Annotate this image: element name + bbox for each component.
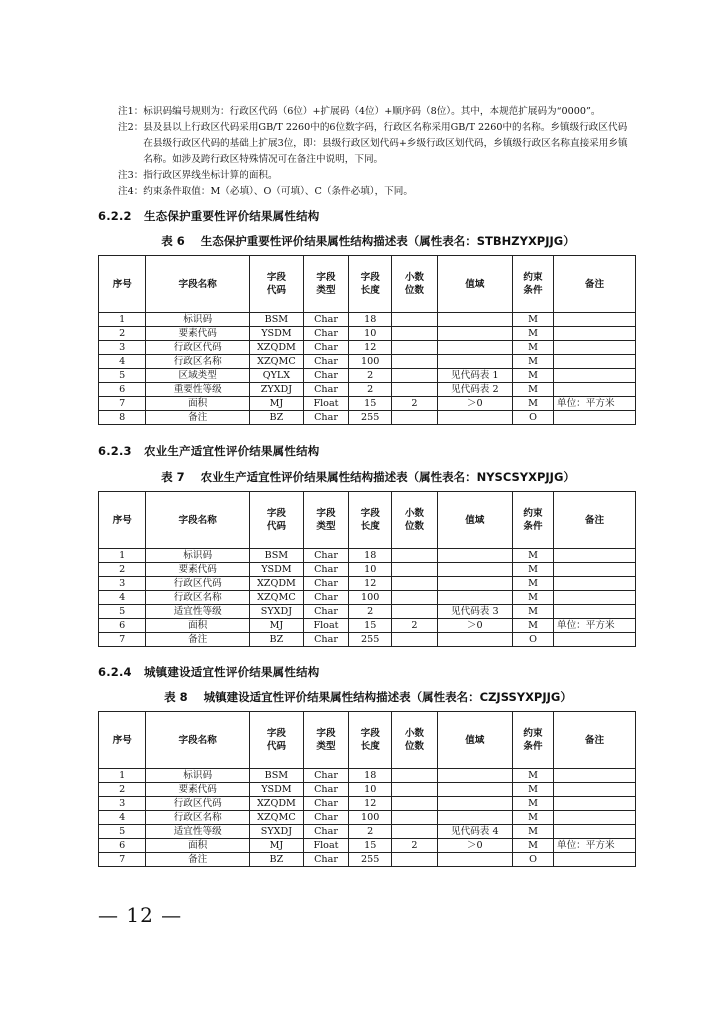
- table-cell: M: [513, 577, 554, 591]
- table-cell: [437, 811, 512, 825]
- attribute-table: [98, 491, 636, 647]
- table-row: [99, 369, 636, 383]
- table-cell: 见代码表 4: [437, 825, 512, 839]
- table-cell: 7: [99, 633, 146, 647]
- table-cell: M: [513, 769, 554, 783]
- table-cell: 1: [99, 769, 146, 783]
- table-cell: [392, 577, 437, 591]
- table-cell: [553, 313, 635, 327]
- table-cell: SYXDJ: [249, 825, 303, 839]
- table-cell: 单位：平方米: [553, 619, 635, 633]
- column-header: 小数 位数: [392, 492, 437, 549]
- table-title: 城镇建设适宜性评价结果属性结构描述表（属性表名：CZJSSYXPJJG）: [203, 690, 572, 704]
- table-row: [99, 769, 636, 783]
- table-cell: [553, 825, 635, 839]
- column-header: 序号: [99, 492, 146, 549]
- table-row: [99, 605, 636, 619]
- table-cell: 10: [349, 783, 392, 797]
- table-cell: Float: [303, 619, 348, 633]
- table-caption: [98, 689, 638, 705]
- table-cell: [392, 797, 437, 811]
- table-cell: [553, 797, 635, 811]
- table-cell: XZQMC: [249, 591, 303, 605]
- column-header: 备注: [553, 712, 635, 769]
- table-cell: 18: [349, 549, 392, 563]
- table-cell: [392, 783, 437, 797]
- table-row: [99, 619, 636, 633]
- table-cell: 10: [349, 563, 392, 577]
- note-tag: 注3：: [118, 170, 144, 181]
- table-cell: M: [513, 811, 554, 825]
- table-cell: [553, 591, 635, 605]
- table-cell: M: [513, 327, 554, 341]
- column-header: 小数 位数: [392, 712, 437, 769]
- table-cell: 5: [99, 605, 146, 619]
- table-row: [99, 591, 636, 605]
- table-cell: [437, 341, 512, 355]
- table-cell: ＞0: [437, 619, 512, 633]
- table-cell: M: [513, 591, 554, 605]
- table-cell: [437, 549, 512, 563]
- table-cell: 2: [99, 327, 146, 341]
- table-cell: 15: [349, 619, 392, 633]
- column-header: 约束 条件: [513, 712, 554, 769]
- table-cell: Char: [303, 769, 348, 783]
- column-header: 字段 代码: [249, 712, 303, 769]
- table-cell: 面积: [146, 839, 250, 853]
- table-cell: ＞0: [437, 397, 512, 411]
- table-cell: 12: [349, 577, 392, 591]
- table-cell: BZ: [249, 411, 303, 425]
- table-cell: [392, 313, 437, 327]
- table-cell: 15: [349, 397, 392, 411]
- table-cell: [392, 369, 437, 383]
- table-cell: 6: [99, 839, 146, 853]
- table-cell: 3: [99, 341, 146, 355]
- table-cell: 行政区名称: [146, 355, 250, 369]
- section-title: 城镇建设适宜性评价结果属性结构: [143, 665, 320, 679]
- table-cell: [437, 577, 512, 591]
- table-cell: 1: [99, 313, 146, 327]
- table-caption: [98, 469, 638, 485]
- table-cell: 要素代码: [146, 783, 250, 797]
- table-cell: [437, 797, 512, 811]
- table-cell: M: [513, 355, 554, 369]
- table-cell: 行政区代码: [146, 341, 250, 355]
- table-cell: XZQDM: [249, 341, 303, 355]
- column-header: 序号: [99, 712, 146, 769]
- note-text: 标识码编号规则为：行政区代码（6位）+扩展码（4位）+顺序码（8位）。其中，本规范扩展码为“0000”。: [143, 106, 601, 117]
- table-row: [99, 811, 636, 825]
- table-cell: 4: [99, 811, 146, 825]
- table-caption: [98, 233, 638, 249]
- table-title: 农业生产适宜性评价结果属性结构描述表（属性表名：NYSCSYXPJJG）: [200, 470, 575, 484]
- table-cell: Char: [303, 341, 348, 355]
- table-row: [99, 355, 636, 369]
- table-cell: 标识码: [146, 313, 250, 327]
- table-cell: Char: [303, 313, 348, 327]
- table-cell: 2: [349, 605, 392, 619]
- table-cell: YSDM: [249, 563, 303, 577]
- table-cell: [392, 769, 437, 783]
- note-1: [118, 104, 633, 120]
- table-cell: 行政区代码: [146, 577, 250, 591]
- table-cell: [437, 327, 512, 341]
- column-header: 备注: [553, 256, 635, 313]
- table-row: [99, 825, 636, 839]
- table-cell: YSDM: [249, 783, 303, 797]
- table-cell: ZYXDJ: [249, 383, 303, 397]
- table-cell: 单位：平方米: [553, 397, 635, 411]
- table-row: [99, 313, 636, 327]
- table-cell: 标识码: [146, 769, 250, 783]
- table-cell: M: [513, 839, 554, 853]
- table-number: 表 7: [161, 470, 185, 484]
- table-cell: SYXDJ: [249, 605, 303, 619]
- table-cell: Char: [303, 853, 348, 867]
- table-cell: Char: [303, 549, 348, 563]
- column-header: 值域: [437, 492, 512, 549]
- table-cell: 3: [99, 797, 146, 811]
- column-header: 字段 长度: [349, 712, 392, 769]
- table-cell: M: [513, 619, 554, 633]
- table-row: [99, 411, 636, 425]
- table-cell: 4: [99, 591, 146, 605]
- column-header: 值域: [437, 256, 512, 313]
- section-heading: [98, 208, 319, 224]
- table-cell: 18: [349, 313, 392, 327]
- table-row: [99, 839, 636, 853]
- table-cell: ＞0: [437, 839, 512, 853]
- table-cell: Char: [303, 591, 348, 605]
- section-number: 6.2.3: [98, 444, 132, 458]
- page-number: — 12 —: [98, 903, 183, 927]
- table-cell: [553, 769, 635, 783]
- table-cell: [553, 383, 635, 397]
- table-cell: 255: [349, 853, 392, 867]
- table-cell: M: [513, 383, 554, 397]
- column-header: 字段 类型: [303, 492, 348, 549]
- table-row: [99, 783, 636, 797]
- attribute-table: [98, 255, 636, 425]
- table-cell: [553, 563, 635, 577]
- table-cell: Char: [303, 369, 348, 383]
- table-cell: Char: [303, 411, 348, 425]
- table-cell: O: [513, 853, 554, 867]
- table-cell: [392, 563, 437, 577]
- table-cell: Char: [303, 605, 348, 619]
- column-header: 约束 条件: [513, 256, 554, 313]
- column-header: 字段名称: [146, 712, 250, 769]
- table-cell: [392, 853, 437, 867]
- table-cell: M: [513, 825, 554, 839]
- section-heading: [98, 443, 319, 459]
- note-tag: 注4：: [118, 186, 144, 197]
- table-cell: 4: [99, 355, 146, 369]
- table-cell: [392, 591, 437, 605]
- table-cell: 要素代码: [146, 563, 250, 577]
- table-cell: 单位：平方米: [553, 839, 635, 853]
- table-cell: 备注: [146, 853, 250, 867]
- table-cell: [437, 355, 512, 369]
- table-cell: M: [513, 563, 554, 577]
- table-cell: [553, 549, 635, 563]
- table-cell: [437, 563, 512, 577]
- table-cell: XZQDM: [249, 797, 303, 811]
- section-title: 生态保护重要性评价结果属性结构: [143, 209, 320, 223]
- table-cell: [392, 605, 437, 619]
- table-cell: YSDM: [249, 327, 303, 341]
- table-cell: [553, 327, 635, 341]
- table-number: 表 6: [161, 234, 185, 248]
- table-cell: Char: [303, 563, 348, 577]
- table-cell: 6: [99, 619, 146, 633]
- column-header: 字段 代码: [249, 256, 303, 313]
- table-cell: 6: [99, 383, 146, 397]
- table-cell: [437, 591, 512, 605]
- table-cell: [392, 383, 437, 397]
- table-cell: M: [513, 341, 554, 355]
- table-header-row: [99, 492, 636, 549]
- table-cell: MJ: [249, 397, 303, 411]
- table-row: [99, 633, 636, 647]
- table-number: 表 8: [164, 690, 188, 704]
- table-cell: [553, 633, 635, 647]
- table-cell: [553, 783, 635, 797]
- table-title: 生态保护重要性评价结果属性结构描述表（属性表名：STBHZYXPJJG）: [200, 234, 575, 248]
- table-header-row: [99, 256, 636, 313]
- note-tag: 注2：: [118, 122, 144, 133]
- table-cell: 要素代码: [146, 327, 250, 341]
- attribute-table: [98, 711, 636, 867]
- table-cell: M: [513, 605, 554, 619]
- table-cell: [437, 783, 512, 797]
- table-cell: 5: [99, 825, 146, 839]
- column-header: 字段名称: [146, 256, 250, 313]
- table-cell: 2: [392, 839, 437, 853]
- table-cell: O: [513, 633, 554, 647]
- note-text: 指行政区界线坐标计算的面积。: [143, 170, 278, 181]
- table-row: [99, 549, 636, 563]
- table-cell: 7: [99, 853, 146, 867]
- table-cell: [553, 853, 635, 867]
- table-cell: XZQMC: [249, 355, 303, 369]
- column-header: 字段 长度: [349, 492, 392, 549]
- table-cell: 行政区名称: [146, 811, 250, 825]
- table-cell: 区域类型: [146, 369, 250, 383]
- table-cell: 见代码表 3: [437, 605, 512, 619]
- table-cell: Char: [303, 383, 348, 397]
- table-cell: QYLX: [249, 369, 303, 383]
- table-cell: [553, 811, 635, 825]
- note-text: 县及县以上行政区代码采用GB/T 2260中的6位数字码，行政区名称采用GB/T 2260中的名称。乡镇级行政区代码在县级行政区代码的基础上扩展3位，即：县级行政区划代码+乡级行政区划代码，乡镇级行政区名称直接采用乡镇名称。如涉及跨行政区特殊情况可在备注中说明，下同。: [143, 122, 628, 165]
- table-cell: 2: [99, 563, 146, 577]
- column-header: 值域: [437, 712, 512, 769]
- table-cell: 12: [349, 797, 392, 811]
- table-cell: 2: [392, 397, 437, 411]
- table-cell: 面积: [146, 397, 250, 411]
- table-cell: 100: [349, 355, 392, 369]
- table-cell: [437, 411, 512, 425]
- table-cell: M: [513, 313, 554, 327]
- notes-block: [118, 104, 633, 200]
- table-cell: 标识码: [146, 549, 250, 563]
- table-cell: M: [513, 549, 554, 563]
- table-cell: 100: [349, 811, 392, 825]
- table-cell: M: [513, 397, 554, 411]
- table-cell: O: [513, 411, 554, 425]
- note-2: [118, 120, 633, 168]
- table-cell: 7: [99, 397, 146, 411]
- table-cell: 备注: [146, 633, 250, 647]
- table-cell: 255: [349, 633, 392, 647]
- table-cell: 2: [349, 825, 392, 839]
- note-4: [118, 184, 633, 200]
- table-cell: Char: [303, 825, 348, 839]
- table-cell: 100: [349, 591, 392, 605]
- table-cell: [437, 313, 512, 327]
- table-cell: 重要性等级: [146, 383, 250, 397]
- table-row: [99, 327, 636, 341]
- table-row: [99, 563, 636, 577]
- table-cell: [437, 633, 512, 647]
- table-cell: Char: [303, 783, 348, 797]
- table-cell: [437, 853, 512, 867]
- note-tag: 注1：: [118, 106, 144, 117]
- table-cell: [392, 341, 437, 355]
- table-row: [99, 383, 636, 397]
- table-cell: [553, 369, 635, 383]
- table-cell: Char: [303, 811, 348, 825]
- table-cell: 18: [349, 769, 392, 783]
- table-cell: BSM: [249, 549, 303, 563]
- section-heading: [98, 664, 319, 680]
- column-header: 字段 长度: [349, 256, 392, 313]
- table-header-row: [99, 712, 636, 769]
- section-number: 6.2.4: [98, 665, 132, 679]
- table-cell: 2: [349, 369, 392, 383]
- table-cell: [553, 355, 635, 369]
- table-cell: [392, 411, 437, 425]
- table-cell: M: [513, 797, 554, 811]
- table-cell: 行政区名称: [146, 591, 250, 605]
- table-cell: 12: [349, 341, 392, 355]
- table-cell: [392, 355, 437, 369]
- table-cell: 5: [99, 369, 146, 383]
- table-cell: BZ: [249, 633, 303, 647]
- table-cell: [392, 549, 437, 563]
- table-cell: 3: [99, 577, 146, 591]
- table-cell: Char: [303, 355, 348, 369]
- column-header: 字段 类型: [303, 712, 348, 769]
- note-3: [118, 168, 633, 184]
- table-cell: [392, 633, 437, 647]
- table-cell: Float: [303, 397, 348, 411]
- table-cell: Float: [303, 839, 348, 853]
- column-header: 备注: [553, 492, 635, 549]
- table-cell: [553, 411, 635, 425]
- table-cell: MJ: [249, 619, 303, 633]
- table-cell: Char: [303, 797, 348, 811]
- table-cell: [392, 811, 437, 825]
- table-cell: 2: [392, 619, 437, 633]
- column-header: 字段 类型: [303, 256, 348, 313]
- table-row: [99, 577, 636, 591]
- table-cell: 适宜性等级: [146, 825, 250, 839]
- section-number: 6.2.2: [98, 209, 132, 223]
- table-cell: BZ: [249, 853, 303, 867]
- table-row: [99, 341, 636, 355]
- table-cell: M: [513, 369, 554, 383]
- table-cell: BSM: [249, 313, 303, 327]
- table-cell: MJ: [249, 839, 303, 853]
- table-cell: M: [513, 783, 554, 797]
- table-cell: 2: [99, 783, 146, 797]
- table-cell: 10: [349, 327, 392, 341]
- column-header: 字段名称: [146, 492, 250, 549]
- table-cell: Char: [303, 633, 348, 647]
- table-cell: 见代码表 2: [437, 383, 512, 397]
- table-cell: 15: [349, 839, 392, 853]
- table-row: [99, 397, 636, 411]
- table-cell: [392, 327, 437, 341]
- table-cell: [553, 341, 635, 355]
- table-cell: 2: [349, 383, 392, 397]
- table-cell: 面积: [146, 619, 250, 633]
- table-cell: BSM: [249, 769, 303, 783]
- table-cell: [392, 825, 437, 839]
- section-title: 农业生产适宜性评价结果属性结构: [143, 444, 320, 458]
- table-cell: [437, 769, 512, 783]
- table-row: [99, 797, 636, 811]
- table-cell: 备注: [146, 411, 250, 425]
- column-header: 字段 代码: [249, 492, 303, 549]
- column-header: 约束 条件: [513, 492, 554, 549]
- column-header: 序号: [99, 256, 146, 313]
- table-cell: 适宜性等级: [146, 605, 250, 619]
- table-cell: Char: [303, 577, 348, 591]
- table-cell: Char: [303, 327, 348, 341]
- table-cell: 行政区代码: [146, 797, 250, 811]
- table-cell: [553, 605, 635, 619]
- table-cell: 1: [99, 549, 146, 563]
- table-cell: XZQMC: [249, 811, 303, 825]
- table-cell: 见代码表 1: [437, 369, 512, 383]
- note-text: 约束条件取值：M（必填）、O（可填）、C（条件必填），下同。: [143, 186, 413, 197]
- column-header: 小数 位数: [392, 256, 437, 313]
- table-row: [99, 853, 636, 867]
- table-cell: XZQDM: [249, 577, 303, 591]
- table-cell: [553, 577, 635, 591]
- table-cell: 8: [99, 411, 146, 425]
- table-cell: 255: [349, 411, 392, 425]
